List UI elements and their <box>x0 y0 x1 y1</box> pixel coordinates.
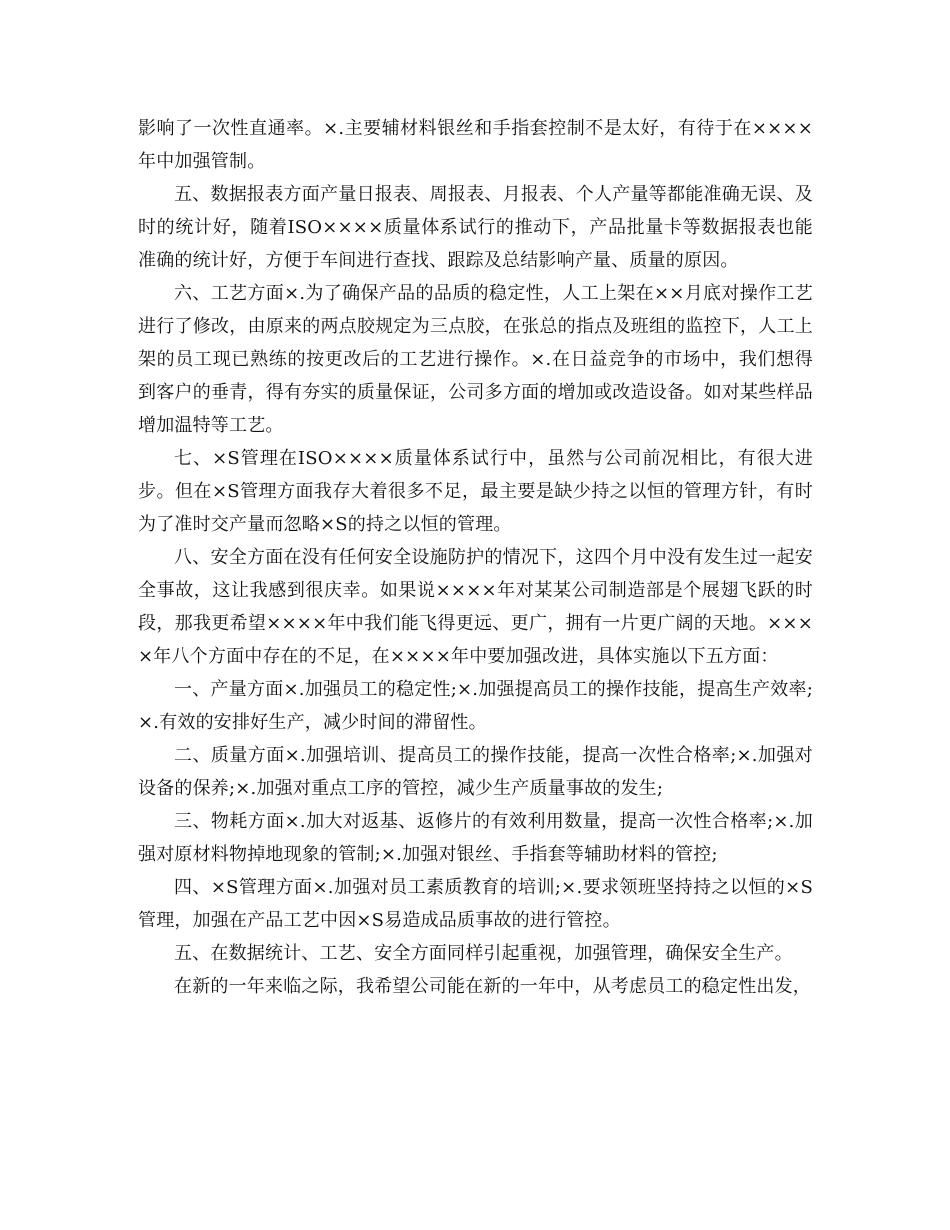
paragraph-plan-5s: 四、×S管理方面×.加强对员工素质教育的培训;×.要求领班坚持持之以恒的×S管理，加强在产品工艺中因×S易造成品质事故的进行管控。 <box>138 877 813 931</box>
paragraph-data-reports: 五、数据报表方面产量日报表、周报表、月报表、个人产量等都能准确无误、及时的统计好，随着ISO××××质量体系试行的推动下，产品批量卡等数据报表也能准确的统计好，方便于车间进行查找、跟踪及总结影响产量、质量的原因。 <box>138 184 813 271</box>
paragraph-plan-materials: 三、物耗方面×.加大对返基、返修片的有效利用数量，提高一次性合格率;×.加强对原材料物掉地现象的管制;×.加强对银丝、手指套等辅助材料的管控; <box>138 811 813 865</box>
paragraph-plan-other: 五、在数据统计、工艺、安全方面同样引起重视，加强管理，确保安全生产。 <box>174 943 793 964</box>
paragraph-5s-management: 七、×S管理在ISO××××质量体系试行中，虽然与公司前况相比，有很大进步。但在×S管理方面我存大着很多不足，最主要是缺少持之以恒的管理方针，有时为了准时交产量而忽略×S的持之以恒的管理。 <box>138 448 813 535</box>
document-body <box>138 112 813 1003</box>
paragraph-continuation: 影响了一次性直通率。×.主要辅材料银丝和手指套控制不是太好，有待于在××××年中加强管制。 <box>138 118 813 172</box>
paragraph-process: 六、工艺方面×.为了确保产品的品质的稳定性，人工上架在××月底对操作工艺进行了修改，由原来的两点胶规定为三点胶，在张总的指点及班组的监控下，人工上架的员工现已熟练的按更改后的工艺进行操作。×.在日益竞争的市场中，我们想得到客户的垂青，得有夯实的质量保证，公司多方面的增加或改造设备。如对某些样品增加温特等工艺。 <box>138 283 813 436</box>
paragraph-plan-quality: 二、质量方面×.加强培训、提高员工的操作技能，提高一次性合格率;×.加强对设备的保养;×.加强对重点工序的管控，减少生产质量事故的发生; <box>138 745 813 799</box>
paragraph-closing: 在新的一年来临之际，我希望公司能在新的一年中，从考虑员工的稳定性出发， <box>174 976 811 997</box>
paragraph-safety: 八、安全方面在没有任何安全设施防护的情况下，这四个月中没有发生过一起安全事故，这让我感到很庆幸。如果说××××年对某某公司制造部是个展翅飞跃的时段，那我更希望××××年中我们能飞得更远、更广，拥有一片更广阔的天地。××××年八个方面中存在的不足，在××××年中要加强改进，具体实施以下五方面： <box>138 547 813 667</box>
paragraph-plan-output: 一、产量方面×.加强员工的稳定性;×.加强提高员工的操作技能，提高生产效率;×.有效的安排好生产，减少时间的滞留性。 <box>138 679 813 733</box>
